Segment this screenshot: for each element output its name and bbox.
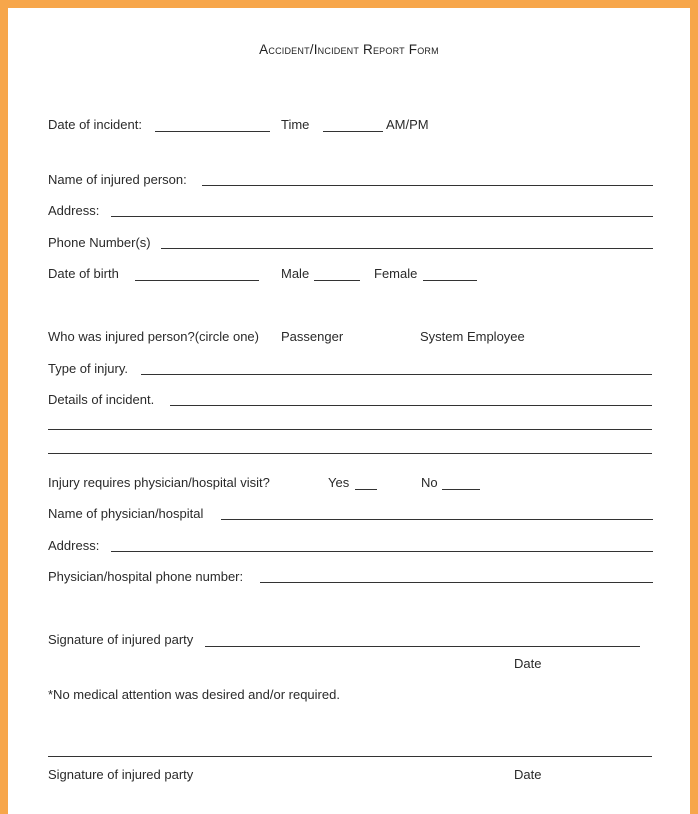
time-line[interactable] — [323, 131, 383, 132]
male-label: Male — [281, 266, 310, 281]
physician-phone-label: Physician/hospital phone number: — [48, 569, 244, 584]
who-injured-label: Who was injured person?(circle one) — [48, 329, 259, 344]
type-injury-label: Type of injury. — [48, 361, 128, 376]
passenger-option[interactable]: Passenger — [281, 329, 344, 344]
date-of-incident-label: Date of incident: — [48, 117, 142, 132]
date-of-incident-line[interactable] — [155, 131, 270, 132]
signature-label-1: Signature of injured party — [48, 632, 194, 647]
physician-address-label: Address: — [48, 538, 100, 553]
no-label: No — [421, 475, 438, 490]
signature-line-2[interactable] — [48, 756, 652, 757]
address-line[interactable] — [111, 216, 653, 217]
yes-line[interactable] — [355, 489, 377, 490]
yes-label: Yes — [328, 475, 350, 490]
date-label-1: Date — [514, 656, 542, 671]
system-employee-option[interactable]: System Employee — [420, 329, 525, 344]
form-title: Accident/Incident Report Form — [259, 42, 439, 57]
dob-line[interactable] — [135, 280, 259, 281]
female-label: Female — [374, 266, 418, 281]
physician-address-line[interactable] — [111, 551, 653, 552]
phone-label: Phone Number(s) — [48, 235, 151, 250]
details-label: Details of incident. — [48, 392, 155, 407]
ampm-label: AM/PM — [386, 117, 429, 132]
physician-visit-label: Injury requires physician/hospital visit? — [48, 475, 270, 490]
male-line[interactable] — [314, 280, 360, 281]
dob-label: Date of birth — [48, 266, 119, 281]
no-medical-note: *No medical attention was desired and/or required. — [48, 687, 340, 702]
name-injured-line[interactable] — [202, 185, 653, 186]
phone-line[interactable] — [161, 248, 653, 249]
signature-line-1[interactable] — [205, 646, 640, 647]
name-injured-label: Name of injured person: — [48, 172, 187, 187]
address-label: Address: — [48, 203, 100, 218]
details-line-2[interactable] — [48, 429, 652, 430]
form-page — [8, 8, 690, 814]
female-line[interactable] — [423, 280, 477, 281]
no-line[interactable] — [442, 489, 480, 490]
signature-label-2: Signature of injured party — [48, 767, 194, 782]
details-line-3[interactable] — [48, 453, 652, 454]
details-line-1[interactable] — [170, 405, 652, 406]
physician-name-label: Name of physician/hospital — [48, 506, 204, 521]
time-label: Time — [281, 117, 310, 132]
type-injury-line[interactable] — [141, 374, 652, 375]
date-label-2: Date — [514, 767, 542, 782]
physician-name-line[interactable] — [221, 519, 653, 520]
physician-phone-line[interactable] — [260, 582, 653, 583]
